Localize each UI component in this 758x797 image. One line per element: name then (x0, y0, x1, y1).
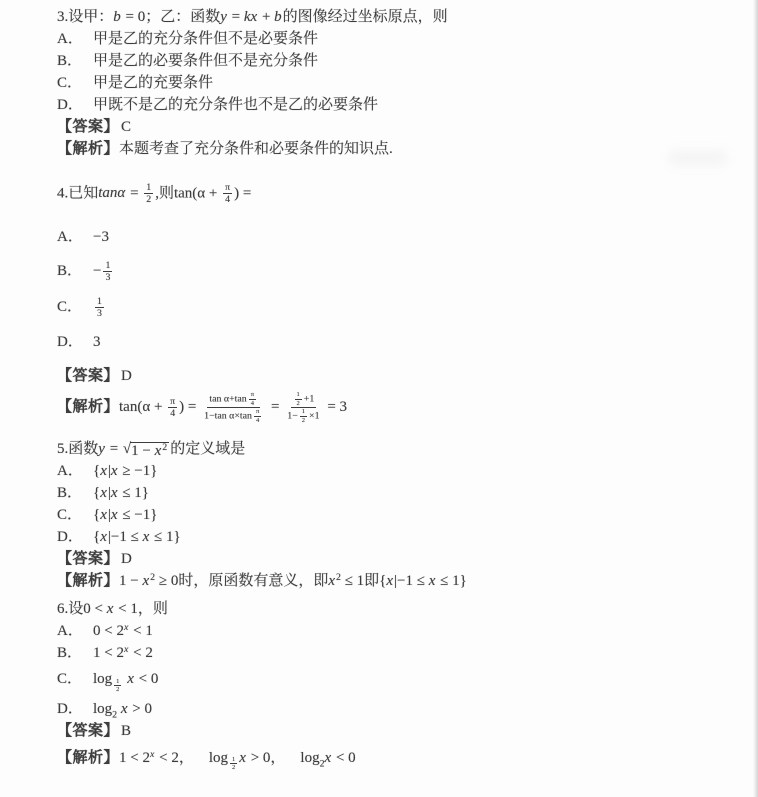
answer-value: B (121, 722, 132, 739)
option-label: D． (57, 334, 83, 351)
answer-line (57, 116, 722, 138)
option-content: {x|−1 ≤ x ≤ 1} (93, 529, 181, 546)
question-3 (57, 6, 722, 160)
answer-tag: 【答案】 (57, 722, 120, 739)
option-c (57, 668, 722, 693)
option-label: C． (57, 75, 83, 91)
explanation-content: 本题考查了充分条件和必要条件的知识点. (119, 141, 393, 157)
option-a (57, 28, 722, 50)
option-c (57, 72, 722, 94)
option-content: − $\frac{1}{3}$ (93, 259, 111, 284)
option-content: 甲是乙的必要条件但不是充分条件 (93, 53, 319, 69)
question-6 (57, 598, 722, 771)
answer-tag: 【答案】 (57, 119, 120, 135)
option-label: B． (57, 645, 83, 662)
answer-value: D (121, 551, 132, 568)
answer-line (57, 720, 722, 742)
question-stem: 4.已知tanα = $\frac{1}{2}$ ,则tan(α + $\frac{\pi}{4}$ ) = (57, 182, 252, 206)
option-c (57, 296, 722, 320)
explanation-content: $1 - x^2 \ge 0$时，原函数有意义，即$x^2 \le 1$即{x|−1 ≤ x ≤ 1} (119, 572, 467, 590)
option-content: −3 (93, 228, 109, 245)
answer-line (57, 548, 722, 570)
scan-smudge (668, 150, 728, 166)
question-stem: 5.函数y = √ $1 - x^2$ 的定义域是 (57, 441, 246, 460)
option-b (57, 260, 722, 284)
option-label: A． (57, 463, 83, 480)
explanation-line (57, 138, 722, 160)
option-content: $\log_2 x > 0$ (93, 700, 152, 720)
option-a (57, 226, 722, 248)
option-b (57, 50, 722, 72)
explanation-content: tan(α + $\frac{\pi}{4}$ ) = tan α+tan $\frac{\pi}{4}$ 1−tan α×tan $\frac{\pi}{4}$ = $\frac{1}{2}$ +1 1− $\frac{1}{2}$ ×1 = 3 (119, 391, 348, 424)
option-content: 甲既不是乙的充分条件也不是乙的必要条件 (93, 97, 379, 113)
explanation-tag: 【解析】 (57, 141, 120, 157)
option-content: 甲是乙的充要条件 (93, 75, 214, 91)
option-d (57, 94, 722, 116)
explanation-content: $1 < 2^x < 2$， log $_{\frac{1}{2}}$ x > 0， $\log_2x < 0$ (119, 748, 356, 772)
option-content: $\frac{1}{3}$ (97, 295, 102, 319)
scan-edge-shadow (753, 0, 758, 797)
option-content: 甲是乙的充分条件但不是必要条件 (93, 31, 319, 47)
option-content: {x|x ≥ −1} (93, 463, 158, 480)
option-label: C． (57, 298, 83, 315)
option-d (57, 331, 722, 353)
question-5 (57, 438, 722, 592)
option-b (57, 482, 722, 504)
answer-value: C (121, 119, 132, 135)
option-b (57, 642, 722, 664)
answer-value: D (121, 368, 132, 385)
option-label: A． (57, 31, 83, 47)
option-content: {x|x ≤ 1} (93, 485, 149, 502)
answer-tag: 【答案】 (57, 368, 120, 385)
question-4 (57, 182, 722, 424)
option-label: C． (57, 671, 83, 688)
option-label: D． (57, 700, 83, 717)
option-label: D． (57, 529, 83, 546)
option-d (57, 526, 722, 548)
explanation-line (57, 570, 722, 592)
question-stem: 6.设0 < x < 1，则 (57, 601, 168, 618)
option-content: $0 < 2^x < 1$ (93, 622, 153, 640)
option-label: B． (57, 485, 83, 502)
option-label: B． (57, 53, 83, 69)
option-label: A． (57, 623, 83, 640)
option-content: 3 (93, 334, 101, 351)
option-label: D． (57, 97, 83, 113)
option-d (57, 698, 722, 720)
explanation-tag: 【解析】 (57, 399, 120, 416)
option-content: log $_{\frac{1}{2}}$ x < 0 (93, 671, 159, 694)
explanation-line (57, 747, 722, 772)
explanation-tag: 【解析】 (57, 749, 120, 766)
option-a (57, 620, 722, 642)
explanation-tag: 【解析】 (57, 573, 120, 590)
option-label: B． (57, 263, 83, 280)
option-label: C． (57, 507, 83, 524)
option-content: {x|x ≤ −1} (93, 507, 158, 524)
option-content: $1 < 2^x < 2$ (93, 644, 153, 662)
explanation-line (57, 391, 722, 424)
answer-tag: 【答案】 (57, 551, 120, 568)
option-label: A． (57, 228, 83, 245)
option-a (57, 460, 722, 482)
question-stem: 3.设甲：b = 0；乙：函数y = kx + b的图像经过坐标原点，则 (57, 9, 448, 25)
option-c (57, 504, 722, 526)
answer-line (57, 365, 722, 387)
